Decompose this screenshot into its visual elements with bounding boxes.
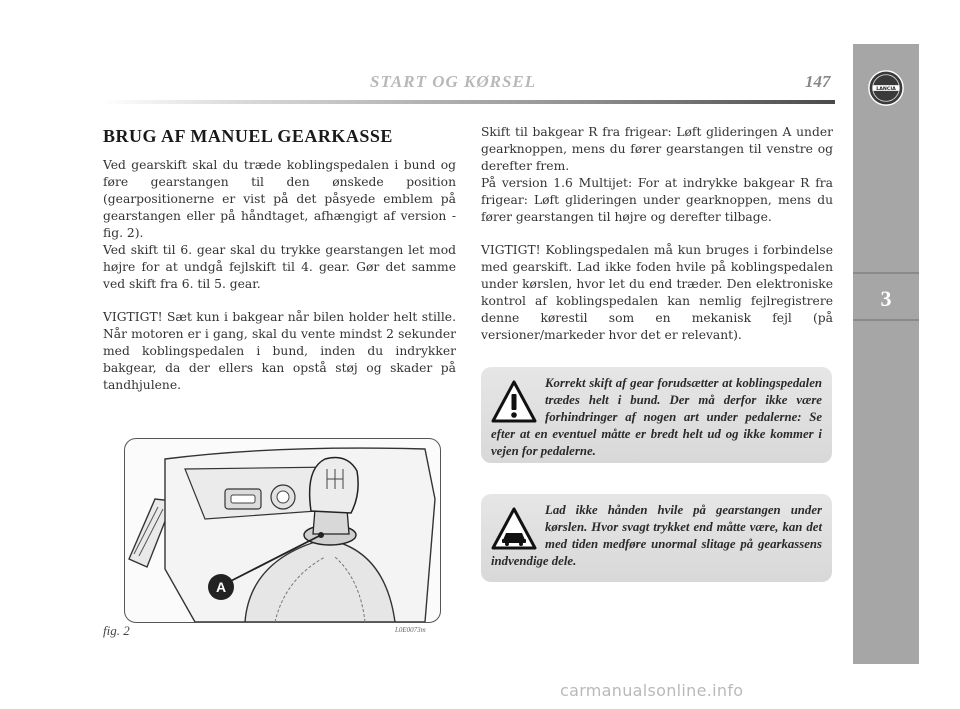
warning-triangle-icon	[491, 379, 537, 425]
warning-text-pedals: Korrekt skift af gear forudsætter at koblingspedalen trædes helt i bund. Der må derfor ikke være forhindringer af nogen art under pedalerne: Se efter at en eventuel måtte er bredt helt ud og ikke kommer i vejen for pedalerne.	[491, 376, 822, 458]
right-paragraph-3: VIGTIGT! Koblingspedalen må kun bruges i forbindelse med gearskift. Lad ikke foden hvile på koblingspedalen under kørslen, hvor let du end træder. Den elektroniske kontrol af koblingspedalen kan nemlig fejlregistrere denne kørestil som en mekanisk fejl (på versioner/markeder hvor det er relevant).	[481, 243, 833, 342]
logo-lettering: LANCIA	[876, 86, 896, 92]
gearshift-figure	[124, 438, 441, 623]
gearshift-illustration	[125, 439, 440, 622]
section-heading: BRUG AF MANUEL GEARKASSE	[103, 126, 393, 146]
callout-a-label: A	[215, 579, 227, 595]
left-column	[103, 126, 456, 410]
warning-text-gearstick: Lad ikke hånden hvile på gearstangen under kørslen. Hvor svagt trykket end måtte være, kan det med tiden medføre unormal slitage på gearkassens indvendige dele.	[491, 503, 822, 568]
car-caution-icon	[491, 506, 537, 552]
header-divider	[100, 100, 835, 104]
site-watermark[interactable]: carmanualsonline.info	[560, 681, 744, 700]
warning-box-gearstick	[481, 494, 832, 582]
right-paragraph-2: På version 1.6 Multijet: For at indrykke bakgear R fra frigear: Løft glideringen under gearknoppen, mens du fører gearstangen til højre og derefter tilbage.	[481, 176, 833, 224]
left-paragraph-2: Ved skift til 6. gear skal du trykke gearstangen let mod højre for at undgå fejlskift til 4. gear. Gør det samme ved skift fra 6. til 5. gear.	[103, 243, 456, 291]
right-paragraph-1: Skift til bakgear R fra frigear: Løft glideringen A under gearknoppen, mens du fører gearstangen til venstre og derefter frem.	[481, 125, 833, 173]
right-column	[481, 124, 833, 360]
left-paragraph-1: Ved gearskift skal du træde koblingspedalen i bund og føre gearstangen til den ønskede position (gearpositionerne er vist på det påsyede emblem på gearstangen eller på håndtaget, afhængigt af version - fig. 2).	[103, 158, 456, 240]
chapter-number: 3	[880, 286, 892, 311]
page-number: 147	[805, 72, 831, 91]
figure-caption: fig. 2	[103, 623, 130, 638]
lancia-logo-icon	[867, 69, 905, 107]
figure-code: L0E0073m	[395, 626, 426, 634]
chapter-header-title: START OG KØRSEL	[370, 72, 537, 91]
warning-box-pedals	[481, 367, 832, 463]
chapter-side-tab	[853, 44, 919, 664]
left-paragraph-3: VIGTIGT! Sæt kun i bakgear når bilen holder helt stille. Når motoren er i gang, skal du vente mindst 2 sekunder med koblingspedalen i bund, inden du indrykker bakgear, da der ellers kan opstå støj og skader på tandhjulene.	[103, 310, 456, 392]
side-tab-divider-top	[853, 272, 919, 274]
